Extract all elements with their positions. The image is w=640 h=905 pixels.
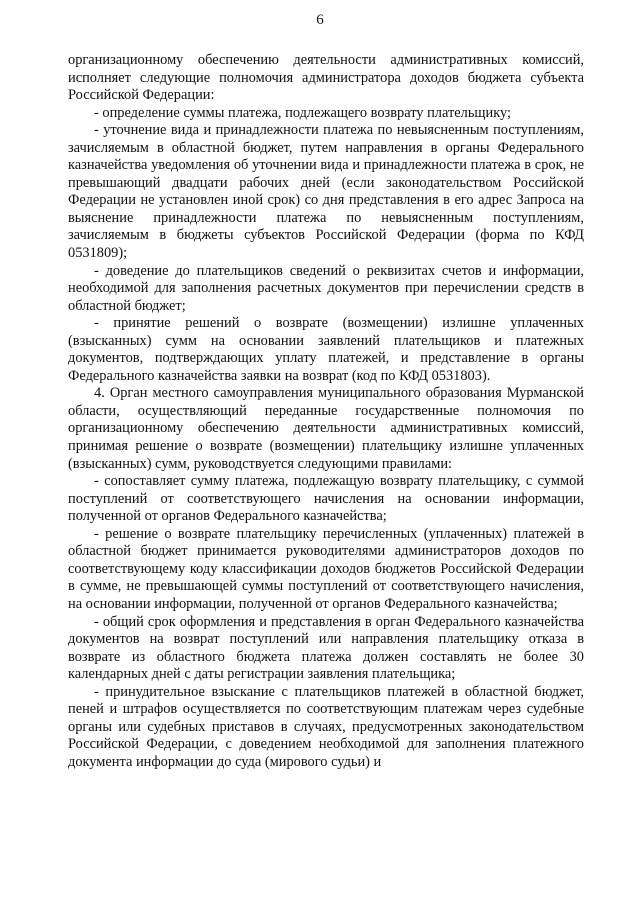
paragraph: - общий срок оформления и представления в орган Федерального казначейства документов на возврат поступлений или направления плательщику отказа в возврате из областного бюджета платежа должен составлять не более 30 календарных дней с даты регистрации заявления плательщика;: [68, 613, 584, 683]
paragraph: - уточнение вида и принадлежности платежа по невыясненным поступлениям, зачисляемым в областной бюджет, путем направления в органы Федерального казначейства уведомления об уточнении вида и принадлежности платежа в срок, не превышающий двадцати рабочих дней (если законодательством Российской Федерации не установлен иной срок) со дня представления в его адрес Запроса на выяснение принадлежности платежа по невыясненным поступлениям, зачисляемым в бюджеты субъектов Российской Федерации (форма по КФД 0531809);: [68, 122, 584, 262]
paragraph: организационному обеспечению деятельности административных комиссий, исполняет следующие полномочия администратора доходов бюджета субъекта Российской Федерации:: [68, 52, 584, 104]
paragraph: - определение суммы платежа, подлежащего возврату плательщику;: [94, 104, 511, 121]
paragraph: - сопоставляет сумму платежа, подлежащую возврату плательщику, с суммой поступлений от соответствующего начисления на основании информации, полученной от органов Федерального казначейства;: [68, 473, 584, 525]
paragraph: - решение о возврате плательщику перечисленных (уплаченных) платежей в областной бюджет принимается руководителями администраторов доходов по соответствующему коду классификации доходов бюджетов Российской Федерации в сумме, не превышающей суммы поступлений от соответствующего начисления, на основании информации, полученной от органов Федерального казначейства;: [68, 525, 584, 612]
paragraph: 4. Орган местного самоуправления муниципального образования Мурманской области, осуществляющий переданные государственные полномочия по организационному обеспечению деятельности административных комиссий, принимая решение о возврате (возмещении) плательщику излишне уплаченных (взысканных) сумм, руководствуется следующими правилами:: [68, 385, 584, 472]
document-body: [68, 52, 584, 771]
page-number: 6: [316, 12, 324, 28]
paragraph: - принудительное взыскание с плательщиков платежей в областной бюджет, пеней и штрафов осуществляется по соответствующим платежам через судебные органы или судебных приставов в случаях, предусмотренных законодательством Российской Федерации, с доведением необходимой для заполнения платежного документа информации до суда (мирового судьи) и: [68, 683, 584, 770]
paragraph: - принятие решений о возврате (возмещении) излишне уплаченных (взысканных) сумм на основании заявлений плательщиков и платежных документов, подтверждающих уплату платежей, и представление в органы Федерального казначейства заявки на возврат (код по КФД 0531803).: [68, 315, 584, 384]
paragraph: - доведение до плательщиков сведений о реквизитах счетов и информации, необходимой для заполнения расчетных документов при перечислении средств в областной бюджет;: [68, 262, 584, 314]
